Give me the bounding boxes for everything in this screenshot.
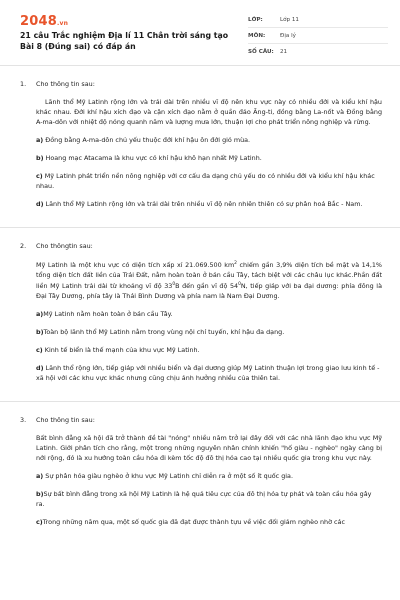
question-prompt: Cho thôngtin sau: bbox=[36, 242, 93, 250]
question-body bbox=[20, 97, 382, 209]
document-header bbox=[0, 0, 400, 66]
question-passage: Lãnh thổ Mỹ Latinh rộng lớn và trải dài trên nhiều vĩ độ nên khu vực này có nhiều đới và kiểu khí hậu khác nhau. Đới khí hậu xích đạo và cận xích đạo nằm ở quần đảo Ăng-ti, đồng bằng La-nốt và Đồng bằng A-ma-dôn với nhiệt độ nóng quanh năm và lượng mưa lớn, thuận lợi cho phát triển nông nghiệp và rừng. bbox=[36, 98, 382, 126]
option-letter: c) bbox=[36, 346, 43, 355]
superscript: 2 bbox=[234, 261, 237, 266]
question-number: 3. bbox=[20, 416, 27, 425]
question-2 bbox=[0, 228, 400, 402]
option-text: Toàn bộ lãnh thổ Mỹ Latinh nằm trong vùng nội chí tuyến, khí hậu đa dạng. bbox=[43, 328, 285, 337]
superscript: 0 bbox=[172, 282, 176, 288]
meta-value: Lớp 11 bbox=[280, 16, 299, 23]
statement-option bbox=[36, 345, 382, 355]
option-text: Lãnh thổ Mỹ Latinh rộng lớn và trải dài trên nhiều vĩ độ nên nhiên thiên có sự phân hoá Bắc - Nam. bbox=[45, 200, 363, 208]
meta-value: 21 bbox=[280, 49, 288, 55]
passage-text: chiếm gần 3,9% diện tích bề mặt và 14,1% tổng diện tích đất liền của Trái Đất, nằm hoàn toàn ở bán cầu Tây, tách biệt với các châu lục khác.Phần đất liền Mỹ Latinh trải dài từ khoảng vĩ độ 33 bbox=[36, 261, 382, 291]
option-letter: b) bbox=[36, 154, 44, 162]
option-letter: b) bbox=[36, 490, 44, 499]
question-body bbox=[20, 433, 382, 527]
option-letter: b) bbox=[36, 328, 44, 337]
statement-option bbox=[36, 489, 382, 509]
option-letter: a) bbox=[36, 472, 44, 481]
statement-option bbox=[36, 309, 382, 319]
statement-option bbox=[36, 135, 382, 145]
question-passage bbox=[36, 259, 382, 301]
option-text: Trong những năm qua, một số quốc gia đã đạt được thành tựu về việc đối giảm nghèo nhờ các bbox=[42, 518, 345, 527]
question-header bbox=[20, 80, 382, 88]
meta-row-count bbox=[248, 44, 388, 60]
meta-value: Địa lý bbox=[280, 32, 296, 39]
statement-option bbox=[36, 363, 382, 383]
meta-label: MÔN: bbox=[248, 32, 266, 39]
statement-option bbox=[36, 171, 382, 191]
statement-option bbox=[36, 153, 382, 163]
meta-row-class bbox=[248, 12, 388, 28]
question-prompt: Cho thông tin sau: bbox=[36, 416, 95, 425]
question-1 bbox=[0, 66, 400, 228]
statement-option bbox=[36, 517, 382, 527]
option-text: Kinh tế biển là thế mạnh của khu vực Mỹ Latinh. bbox=[44, 346, 200, 355]
option-letter: c) bbox=[36, 518, 43, 527]
question-list bbox=[0, 66, 400, 545]
statement-option bbox=[36, 471, 382, 481]
option-text: Sự bất bình đẳng trong xã hội Mỹ Latinh là hệ quả tiêu cực của đô thị hóa tự phát và toàn cầu hóa gây ra. bbox=[36, 490, 372, 509]
option-text: Mỹ Latinh nằm hoàn toàn ở bán cầu Tây. bbox=[43, 310, 173, 319]
meta-row-subject bbox=[248, 28, 388, 44]
question-body bbox=[20, 259, 382, 383]
option-text: Hoang mạc Atacama là khu vực có khí hậu khô hạn nhất Mỹ Latinh. bbox=[45, 154, 262, 162]
option-letter: d) bbox=[36, 364, 44, 373]
question-header bbox=[20, 242, 382, 250]
passage-text: Mỹ Latinh là một khu vực có diện tích xấp xỉ 21.069.500 km bbox=[36, 261, 235, 270]
question-number: 2. bbox=[20, 242, 27, 250]
passage-text: N, tiếp giáp với ba đại dương: phía đông là Đại Tây Dương, phía tây là Thái Bình Dương và phía nam là Nam Đại Dương. bbox=[36, 282, 382, 301]
option-letter: c) bbox=[36, 172, 43, 180]
question-number: 1. bbox=[20, 80, 27, 88]
question-3 bbox=[0, 402, 400, 545]
question-header bbox=[20, 416, 382, 424]
statement-option bbox=[36, 327, 382, 337]
logo-main: 2048 bbox=[20, 14, 57, 29]
option-text: Lãnh thổ rộng lớn, tiếp giáp với nhiều biển và đại dương giúp Mỹ Latinh thuận lợi trong giao lưu kinh tế - xã hội với các khu vực khác nhưng cũng chịu ảnh hưởng nhiều của thiên tai. bbox=[36, 364, 380, 383]
page-title: 21 câu Trắc nghiệm Địa lí 11 Chân trời sáng tạo Bài 8 (Đúng sai) có đáp án bbox=[20, 31, 229, 51]
option-letter: a) bbox=[36, 136, 44, 144]
question-prompt: Cho thông tin sau: bbox=[36, 80, 95, 88]
logo-suffix: .vn bbox=[56, 20, 69, 27]
option-letter: d) bbox=[36, 200, 44, 208]
option-text: Mỹ Latinh phát triển nền nông nghiệp với cơ cấu đa dạng chủ yếu do có nhiều đới và kiểu khí hậu khác nhau. bbox=[36, 172, 375, 190]
site-logo[interactable] bbox=[20, 14, 68, 29]
question-passage: Bất bình đẳng xã hội đã trở thành đề tài "nóng" nhiều năm trở lại đây đối với các nhà lãnh đạo khu vực Mỹ Latinh. Giới phân tích cho rằng, một trong những nguyên nhân chính khiến "hố giàu - nghèo" ngày càng bị nới rộng, đó là xu hướng toàn cầu hóa đi kèm tốc độ đô thị hóa cao tại nhiều quốc gia trong khu vực này. bbox=[36, 434, 382, 463]
statement-option bbox=[36, 199, 382, 209]
passage-text: B đến gần vĩ độ 54 bbox=[175, 282, 239, 291]
option-text: Đồng bằng A-ma-dôn chủ yếu thuộc đới khí hậu ôn đới gió mùa. bbox=[45, 136, 251, 144]
superscript: 0 bbox=[238, 282, 241, 288]
meta-label: SỐ CÂU: bbox=[248, 49, 274, 55]
document-meta bbox=[248, 12, 388, 60]
option-letter: a) bbox=[36, 310, 44, 319]
meta-label: LỚP: bbox=[248, 16, 263, 23]
option-text: Sự phân hóa giàu nghèo ở khu vực Mỹ Latinh chỉ diễn ra ở một số ít quốc gia. bbox=[45, 472, 293, 481]
